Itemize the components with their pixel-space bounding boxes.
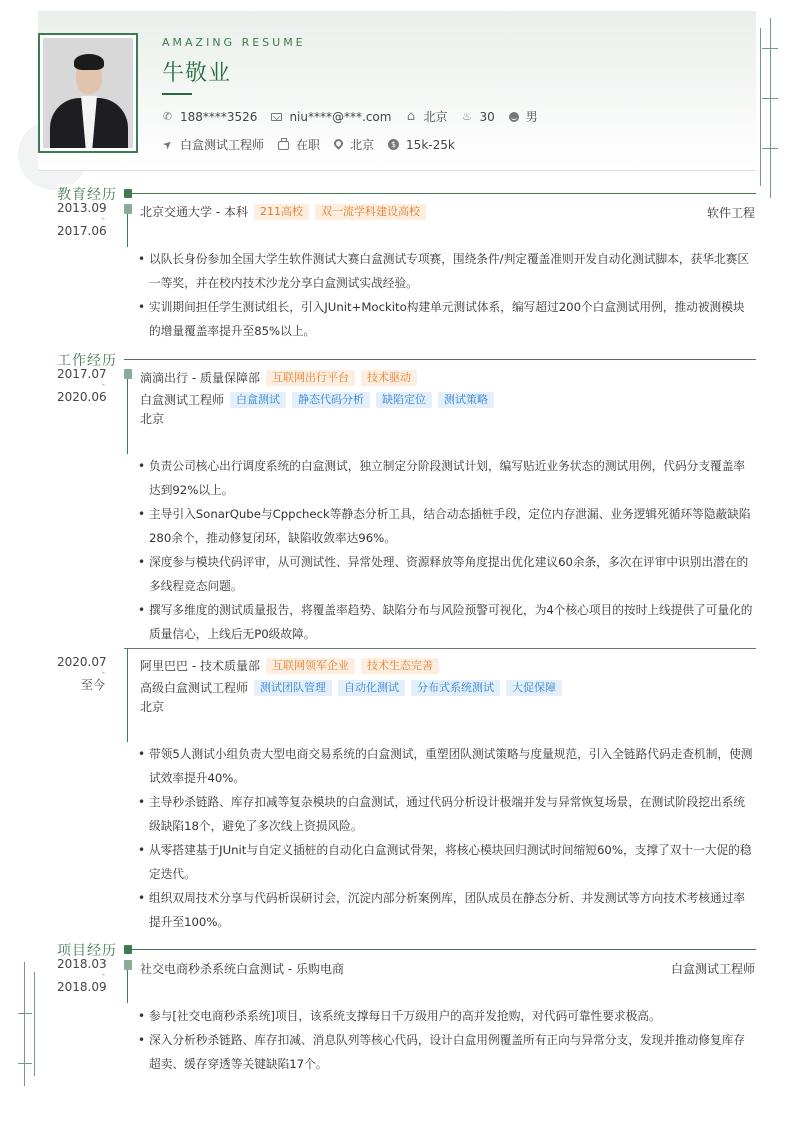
- list-item: • 主导秒杀链路、库存扣减等复杂模块的白盒测试，通过代码分析设计极端并发与异常恢复场景，在测试阶段挖出系统级缺陷18个，避免了多次线上资损风险。: [138, 790, 756, 838]
- city-text: 北京: [423, 110, 448, 124]
- timeline-dot: [124, 960, 132, 970]
- company-tag: 互联网领军企业: [266, 658, 355, 674]
- list-item: • 组织双周技术分享与代码析误研讨会，沉淀内部分析案例库，团队成员在静态分析、并发测试等方向技术考核通过率提升至100%。: [138, 886, 756, 934]
- education-date: [57, 201, 105, 238]
- decor-tick: [762, 48, 778, 49]
- job-city: 北京: [140, 700, 165, 714]
- job-company-line: [140, 369, 417, 386]
- timeline-marker: [124, 945, 132, 954]
- company-tag: 技术驱动: [361, 370, 417, 386]
- job-bullets: [138, 742, 756, 934]
- list-item: • 深入分析秒杀链路、库存扣减、消息队列等核心代码，设计白盒用例覆盖所有正向与异常分支，发现并推动修复库存超卖、缓存穿透等关键缺陷17个。: [138, 1028, 756, 1076]
- education-end: 2017.06: [57, 224, 107, 238]
- date-separator: -: [101, 668, 105, 678]
- phone-icon: [162, 111, 173, 122]
- email-item: [271, 110, 391, 124]
- phone-item: [162, 110, 257, 124]
- date-separator: -: [101, 214, 105, 224]
- briefcase-icon: [278, 141, 289, 150]
- project-date: [57, 957, 105, 994]
- education-school-line: [140, 203, 426, 220]
- age-icon: [461, 111, 472, 122]
- decor-line: [760, 28, 761, 186]
- list-item: • 以队长身份参加全国大学生软件测试大赛白盒测试专项赛，围绕条件/判定覆盖准则开发自动化测试脚本，获华北赛区一等奖，并在校内技术沙龙分享白盒测试实战经验。: [138, 247, 756, 295]
- timeline-line: [127, 214, 128, 247]
- decor-line: [34, 972, 35, 1076]
- skill-tag: 缺陷定位: [376, 392, 432, 408]
- timeline-dot: [124, 204, 132, 214]
- job-role: 白盒测试工程师: [140, 393, 225, 407]
- target-role-item: [162, 136, 264, 153]
- contact-row: [162, 108, 538, 125]
- job-date: [57, 655, 105, 692]
- decor-tick: [762, 148, 778, 149]
- skill-tag: 白盒测试: [230, 392, 286, 408]
- target-role-text: 白盒测试工程师: [180, 138, 265, 152]
- decor-line: [770, 18, 771, 198]
- gender-text: 男: [525, 110, 538, 124]
- company-name: 阿里巴巴 - 技术质量部: [140, 659, 260, 673]
- company-tag: 技术生态完善: [361, 658, 439, 674]
- school-name: 北京交通大学 - 本科: [140, 205, 248, 219]
- list-item: • 撰写多维度的测试质量报告，将覆盖率趋势、缺陷分布与风险预警可视化，为4个核心项目的按时上线提供了可量化的质量信心，上线后无P0级故障。: [138, 598, 756, 646]
- job-divider: [124, 648, 756, 649]
- phone-text: 188****3526: [180, 109, 258, 124]
- job-start: 2020.07: [57, 655, 107, 669]
- list-item: • 主导引入SonarQube与Cppcheck等静态分析工具，结合动态插桩手段，定位内存泄漏、业务逻辑死循环等隐蔽缺陷280余个，推动修复闭环，缺陷收敛率达96%。: [138, 502, 756, 550]
- project-role: 白盒测试工程师: [670, 962, 755, 976]
- job-role-line: [140, 391, 494, 408]
- target-city-item: [334, 136, 374, 153]
- timeline-dot: [124, 369, 132, 379]
- school-tag: 211高校: [254, 204, 309, 220]
- timeline-line: [127, 379, 128, 454]
- company-name: 滴滴出行 - 质量保障部: [140, 371, 260, 385]
- skill-tag: 自动化测试: [338, 680, 405, 696]
- timeline-line: [127, 970, 128, 1003]
- job-role: 高级白盒测试工程师: [140, 681, 249, 695]
- list-item: • 深度参与模块代码评审，从可测试性、异常处理、资源释放等角度提出优化建议60余条，多次在评审中识别出潜在的多线程竞态问题。: [138, 550, 756, 598]
- home-icon: [405, 111, 416, 122]
- school-tag: 双一流学科建设高校: [315, 204, 426, 220]
- resume-tagline: AMAZING RESUME: [162, 36, 306, 49]
- email-text: niu****@***.com: [289, 109, 392, 124]
- skill-tag: 分布式系统测试: [411, 680, 500, 696]
- avatar-image: [43, 38, 133, 148]
- job-intent-row: [162, 136, 455, 153]
- skill-tag: 测试策略: [438, 392, 494, 408]
- job-start: 2017.07: [57, 367, 107, 381]
- job-date: [57, 367, 105, 404]
- section-rule: [124, 359, 756, 360]
- timeline-line: [127, 648, 128, 742]
- list-item: • 实训期间担任学生测试组长，引入JUnit+Mockito构建单元测试体系，编写超过200个白盒测试用例，推动被测模块的增量覆盖率提升至85%以上。: [138, 295, 756, 343]
- skill-tag: 测试团队管理: [254, 680, 332, 696]
- decor-tick: [18, 1063, 32, 1064]
- job-company-line: [140, 657, 439, 674]
- send-icon: [162, 139, 173, 150]
- mail-icon: [271, 113, 282, 121]
- decor-tick: [762, 98, 778, 99]
- city-item: [405, 108, 447, 125]
- status-item: [278, 136, 320, 153]
- location-pin-icon: [332, 137, 345, 150]
- work-title: 工作经历: [57, 350, 119, 370]
- date-separator: -: [101, 380, 105, 390]
- gender-item: [509, 108, 538, 125]
- project-start: 2018.03: [57, 957, 107, 971]
- list-item: • 负责公司核心出行调度系统的白盒测试，独立制定分阶段测试计划，编写贴近业务状态的测试用例，代码分支覆盖率达到92%以上。: [138, 454, 756, 502]
- job-end: 2020.06: [57, 390, 107, 404]
- name-underline: [162, 93, 192, 95]
- date-separator: -: [101, 970, 105, 980]
- candidate-name: 牛敬业: [162, 61, 232, 86]
- job-bullets: [138, 454, 756, 646]
- status-text: 在职: [296, 138, 321, 152]
- project-end: 2018.09: [57, 980, 107, 994]
- decor-line: [24, 962, 25, 1086]
- education-title: 教育经历: [57, 184, 119, 204]
- salary-item: [388, 138, 455, 152]
- education-start: 2013.09: [57, 201, 107, 215]
- profile-photo: [38, 33, 138, 153]
- projects-title: 项目经历: [57, 940, 119, 960]
- target-city-text: 北京: [350, 138, 375, 152]
- job-role-line: [140, 679, 562, 696]
- timeline-marker: [124, 189, 132, 198]
- list-item: • 参与[社交电商秒杀系统]项目，该系统支撑每日千万级用户的高并发抢购，对代码可靠性要求极高。: [138, 1004, 756, 1028]
- salary-icon: [388, 139, 399, 150]
- skill-tag: 静态代码分析: [292, 392, 370, 408]
- project-name: 社交电商秒杀系统白盒测试 - 乐购电商: [140, 962, 344, 976]
- major: 软件工程: [706, 206, 755, 220]
- salary-text: 15k-25k: [406, 137, 455, 152]
- decor-tick: [18, 1013, 32, 1014]
- age-item: [461, 110, 494, 124]
- job-city: 北京: [140, 412, 165, 426]
- company-tag: 互联网出行平台: [266, 370, 355, 386]
- gender-icon: [509, 112, 519, 122]
- job-end: 至今: [80, 678, 105, 692]
- project-bullets: [138, 1004, 756, 1076]
- section-rule: [124, 949, 756, 950]
- age-text: 30: [479, 109, 495, 124]
- list-item: • 带领5人测试小组负责大型电商交易系统的白盒测试，重塑团队测试策略与度量规范，引入全链路代码走查机制，使测试效率提升40%。: [138, 742, 756, 790]
- section-rule: [124, 193, 756, 194]
- list-item: • 从零搭建基于JUnit与自定义插桩的自动化白盒测试骨架，将核心模块回归测试时间缩短60%，支撑了双十一大促的稳定迭代。: [138, 838, 756, 886]
- education-bullets: [138, 247, 756, 343]
- skill-tag: 大促保障: [506, 680, 562, 696]
